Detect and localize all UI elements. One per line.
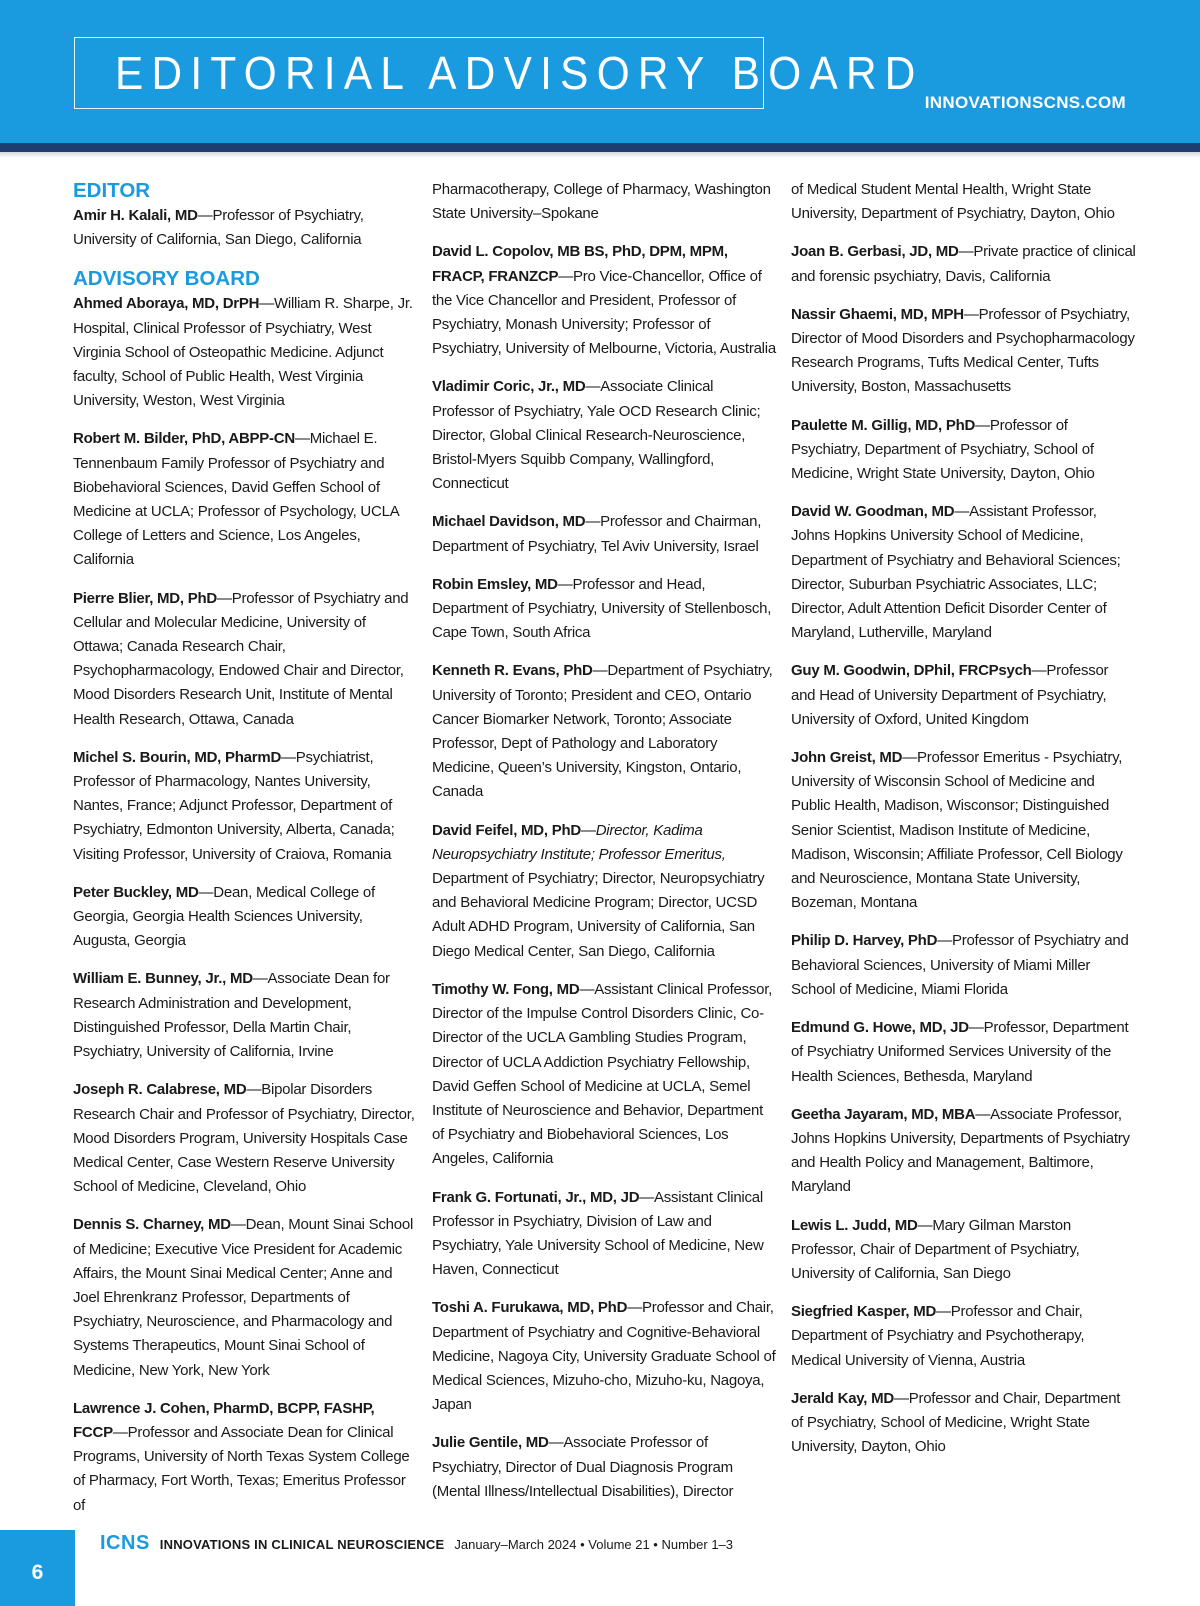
board-member-entry <box>73 1397 418 1518</box>
member-name: Joseph R. Calabrese, MD <box>73 1081 247 1099</box>
member-affiliation: —Psychiatrist, Professor of Pharmacology, Nantes University, Nantes, France; Adjunct Professor, Department of Psychiatry, Edmonton University, Alberta, Canada; Visiting Professor, University of Craiova, Romania <box>73 748 395 863</box>
issue-info: January–March 2024 • Volume 21 • Number 1–3 <box>454 1537 734 1552</box>
member-name: Nassir Ghaemi, MD, MPH <box>791 305 964 323</box>
member-affiliation: —Professor and Head, Department of Psychiatry, University of Stellenbosch, Cape Town, South Africa <box>432 575 772 642</box>
member-affiliation: —Professor and Head of University Department of Psychiatry, University of Oxford, United Kingdom <box>791 662 1109 728</box>
board-member-entry <box>791 746 1136 915</box>
member-name: David W. Goodman, MD <box>791 503 955 521</box>
board-member-entry <box>432 178 777 226</box>
member-name: Michel S. Bourin, MD, PharmD <box>73 748 282 766</box>
board-member-entry <box>432 510 777 558</box>
board-member-entry <box>791 303 1136 400</box>
board-member-entry <box>791 1214 1136 1287</box>
member-name: William E. Bunney, Jr., MD <box>73 970 253 988</box>
member-affiliation: —Professor of Psychiatry, Director of Mood Disorders and Psychopharmacology Research Programs, Tufts Medical Center, Tufts University, Boston, Massachusetts <box>791 305 1135 396</box>
board-member-entry <box>432 1431 777 1504</box>
board-member-entry <box>791 240 1136 288</box>
board-member-entry <box>73 967 418 1064</box>
member-name: Robert M. Bilder, PhD, ABPP-CN <box>73 430 295 448</box>
member-affiliation: Pharmacotherapy, College of Pharmacy, Washington State University–Spokane <box>432 181 771 223</box>
board-member-entry <box>73 587 418 732</box>
member-name: Julie Gentile, MD <box>432 1434 549 1452</box>
member-affiliation: —Dean, Mount Sinai School of Medicine; Executive Vice President for Academic Affairs, the Mount Sinai Medical Center; Anne and Joel Ehrenkranz Professor, Departments of Psychiatry, Neuroscience, and Pharmacology and Systems Therapeutics, Mount Sinai School of Medicine, New York, New York <box>73 1216 414 1379</box>
board-member-entry <box>73 746 418 867</box>
member-affiliation: —Assistant Professor, Johns Hopkins University School of Medicine, Department of Psychiatry and Behavioral Sciences; Director, Suburban Psychiatric Associates, LLC; Director, Adult Attention Deficit Disorder Center of Maryland, Lutherville, Maryland <box>791 503 1121 642</box>
section-heading: ADVISORY BOARD <box>73 267 260 291</box>
member-name: Edmund G. Howe, MD, JD <box>791 1019 969 1037</box>
member-affiliation: — <box>580 821 596 839</box>
member-name: Robin Emsley, MD <box>432 575 558 593</box>
member-name: Toshi A. Furukawa, MD, PhD <box>432 1299 628 1317</box>
journal-logo: ICNS <box>100 1532 150 1554</box>
column-2 <box>432 178 777 1518</box>
board-member-entry <box>432 659 777 804</box>
member-affiliation: —Associate Clinical Professor of Psychiatry, Yale OCD Research Clinic; Director, Global Clinical Research-Neuroscience, Bristol-Myers Squibb Company, Wallingford, Connecticut <box>432 378 761 493</box>
member-name: Philip D. Harvey, PhD <box>791 932 938 950</box>
column-1 <box>73 178 418 1532</box>
member-name: Lawrence J. Cohen, PharmD, BCPP, FASHP, FCCP <box>73 1399 375 1441</box>
board-member-entry <box>791 1103 1136 1200</box>
board-member-entry <box>73 881 418 954</box>
section-heading: EDITOR <box>73 179 151 202</box>
board-member-entry <box>791 1387 1136 1460</box>
member-name: Guy M. Goodwin, DPhil, FRCPsych <box>791 662 1032 680</box>
board-member-entry <box>73 292 418 413</box>
member-name: David L. Copolov, MB BS, PhD, DPM, MPM, FRACP, FRANZCP <box>432 243 728 285</box>
board-member-entry <box>791 659 1136 732</box>
member-affiliation: —Bipolar Disorders Research Chair and Professor of Psychiatry, Director, Mood Disorders Program, University Hospitals Case Medical Center, Case Western Reserve University School of Medicine, Cleveland, Ohio <box>73 1081 415 1196</box>
member-affiliation: —Mary Gilman Marston Professor, Chair of Department of Psychiatry, University of California, San Diego <box>791 1216 1080 1282</box>
member-affiliation: —Private practice of clinical and forensic psychiatry, Davis, California <box>791 243 1136 285</box>
member-affiliation: —Assistant Clinical Professor in Psychiatry, Division of Law and Psychiatry, Yale University School of Medicine, New Haven, Connecticut <box>432 1188 764 1279</box>
board-member-entry <box>73 1078 418 1199</box>
board-member-entry <box>791 178 1136 226</box>
header-banner <box>0 0 1200 143</box>
column-3 <box>791 178 1136 1473</box>
board-member-entry <box>791 1300 1136 1373</box>
member-affiliation: —Professor, Department of Psychiatry Uniformed Services University of the Health Sciences, Bethesda, Maryland <box>791 1019 1129 1085</box>
member-affiliation: —Professor of Psychiatry, University of California, San Diego, California <box>73 207 364 249</box>
member-name: Joan B. Gerbasi, JD, MD <box>791 243 959 261</box>
board-member-entry <box>73 1213 418 1382</box>
member-name: Frank G. Fortunati, Jr., MD, JD <box>432 1188 640 1206</box>
board-member-entry <box>432 573 777 646</box>
member-affiliation: —Department of Psychiatry, University of Toronto; President and CEO, Ontario Cancer Biomarker Network, Toronto; Associate Professor, Dept of Pathology and Laboratory Medicine, Queen’s University, Kingston, Ontario, Canada <box>432 662 773 801</box>
member-name: Vladimir Coric, Jr., MD <box>432 378 586 396</box>
member-name: John Greist, MD <box>791 749 903 767</box>
member-name: Pierre Blier, MD, PhD <box>73 589 217 607</box>
member-affiliation: —Professor of Psychiatry and Behavioral Sciences, University of Miami Miller School of Medicine, Miami Florida <box>791 932 1129 998</box>
title-box <box>74 37 924 109</box>
member-affiliation: —Professor of Psychiatry and Cellular and Molecular Medicine, University of Ottawa; Canada Research Chair, Psychopharmacology, Endowed Chair and Director, Mood Disorders Research Unit, Institute of Mental Health Research, Ottawa, Canada <box>73 589 409 728</box>
site-url[interactable]: INNOVATIONSCNS.COM <box>924 93 1126 112</box>
board-member-entry <box>432 240 777 361</box>
header-stripe <box>0 143 1200 152</box>
member-affiliation: —Professor and Chair, Department of Psychiatry and Psychotherapy, Medical University of Vienna, Austria <box>791 1303 1085 1369</box>
board-member-entry <box>791 414 1136 487</box>
board-member-entry <box>791 929 1136 1002</box>
member-name: Dennis S. Charney, MD <box>73 1216 231 1234</box>
board-member-entry <box>73 204 418 252</box>
board-member-entry <box>791 1016 1136 1089</box>
board-member-entry <box>432 375 777 496</box>
member-affiliation: —Professor and Chair, Department of Psychiatry, School of Medicine, Wright State University, Dayton, Ohio <box>791 1389 1121 1456</box>
member-affiliation: —Assistant Clinical Professor, Director of the Impulse Control Disorders Clinic, Co-Director of the UCLA Gambling Studies Program, Director of UCLA Addiction Psychiatry Fellowship, David Geffen School of Medicine at UCLA, Semel Institute of Neuroscience and Behavior, Department of Psychiatry and Biobehavioral Sciences, Los Angeles, California <box>432 980 773 1168</box>
page-title: EDITORIAL ADVISORY BOARD <box>115 47 924 99</box>
board-member-entry <box>432 1186 777 1283</box>
member-affiliation: —Associate Dean for Research Administration and Development, Distinguished Professor, Della Martin Chair, Psychiatry, University of California, Irvine <box>73 970 390 1061</box>
page-number: 6 <box>31 1561 44 1584</box>
member-affiliation: of Medical Student Mental Health, Wright State University, Department of Psychiatry, Dayton, Ohio <box>791 181 1115 223</box>
header-shadow <box>0 152 1200 158</box>
member-affiliation: —Professor and Chair, Department of Psychiatry and Cognitive-Behavioral Medicine, Nagoya City, University Graduate School of Medical Sciences, Mizuho-cho, Mizuho-ku, Nagoya, Japan <box>432 1299 776 1414</box>
member-name: Amir H. Kalali, MD <box>73 207 198 224</box>
board-member-entry <box>73 427 418 572</box>
member-affiliation: —Professor Emeritus - Psychiatry, University of Wisconsin School of Medicine and Public Health, Madison, Wisconsor; Distinguished Senior Scientist, Madison Institute of Medicine, Madison, Wisconsin; Affiliate Professor, Cell Biology and Neuroscience, Montana State University, Bozeman, Montana <box>791 749 1123 912</box>
member-affiliation: —Professor and Chairman, Department of Psychiatry, Tel Aviv University, Israel <box>432 513 762 555</box>
member-affiliation-italic: Director, Kadima Neuropsychiatry Institute; Professor Emeritus, <box>432 821 726 863</box>
member-name: Timothy W. Fong, MD <box>432 980 580 998</box>
member-name: Paulette M. Gillig, MD, PhD <box>791 416 976 434</box>
member-affiliation: —Associate Professor of Psychiatry, Director of Dual Diagnosis Program (Mental Illness/Intellectual Disabilities), Director <box>432 1434 734 1500</box>
member-affiliation: —Pro Vice-Chancellor, Office of the Vice Chancellor and President, Professor of Psychiatry, Monash University; Professor of Psychiatry, University of Melbourne, Victoria, Australia <box>432 267 776 358</box>
member-affiliation: —Associate Professor, Johns Hopkins University, Departments of Psychiatry and Health Policy and Management, Baltimore, Maryland <box>791 1105 1130 1196</box>
member-name: Peter Buckley, MD <box>73 883 199 901</box>
member-name: Michael Davidson, MD <box>432 513 586 531</box>
member-name: Ahmed Aboraya, MD, DrPH <box>73 295 260 313</box>
member-name: Lewis L. Judd, MD <box>791 1216 918 1234</box>
board-member-entry <box>791 500 1136 645</box>
page-number-box <box>0 1530 75 1606</box>
member-name: Geetha Jayaram, MD, MBA <box>791 1105 976 1123</box>
member-name: David Feifel, MD, PhD <box>432 821 581 839</box>
member-affiliation: —Michael E. Tennenbaum Family Professor of Psychiatry and Biobehavioral Sciences, David Geffen School of Medicine at UCLA; Professor of Psychology, UCLA College of Letters and Science, Los Angeles, California <box>73 430 399 569</box>
member-name: Siegfried Kasper, MD <box>791 1303 937 1321</box>
footer <box>100 1532 733 1555</box>
board-member-entry <box>432 978 777 1172</box>
member-affiliation: —Professor of Psychiatry, Department of Psychiatry, School of Medicine, Wright State University, Dayton, Ohio <box>791 416 1095 483</box>
member-name: Kenneth R. Evans, PhD <box>432 662 593 680</box>
board-member-entry <box>432 1296 777 1417</box>
member-affiliation: —Dean, Medical College of Georgia, Georgia Health Sciences University, Augusta, Georgia <box>73 883 375 950</box>
member-affiliation-rest: Department of Psychiatry; Director, Neuropsychiatry and Behavioral Medicine Program; Director, UCSD Adult ADHD Program, University of California, San Diego Medical Center, San Diego, California <box>432 870 765 960</box>
member-affiliation: —William R. Sharpe, Jr. Hospital, Clinical Professor of Psychiatry, West Virginia School of Osteopathic Medicine. Adjunct faculty, School of Public Health, West Virginia University, Weston, West Virginia <box>73 295 413 410</box>
member-name: Jerald Kay, MD <box>791 1389 894 1407</box>
board-member-entry <box>432 819 777 964</box>
journal-name: INNOVATIONS IN CLINICAL NEUROSCIENCE <box>159 1537 445 1552</box>
member-affiliation: —Professor and Associate Dean for Clinical Programs, University of North Texas System College of Pharmacy, Fort Worth, Texas; Emeritus Professor of <box>73 1423 410 1514</box>
